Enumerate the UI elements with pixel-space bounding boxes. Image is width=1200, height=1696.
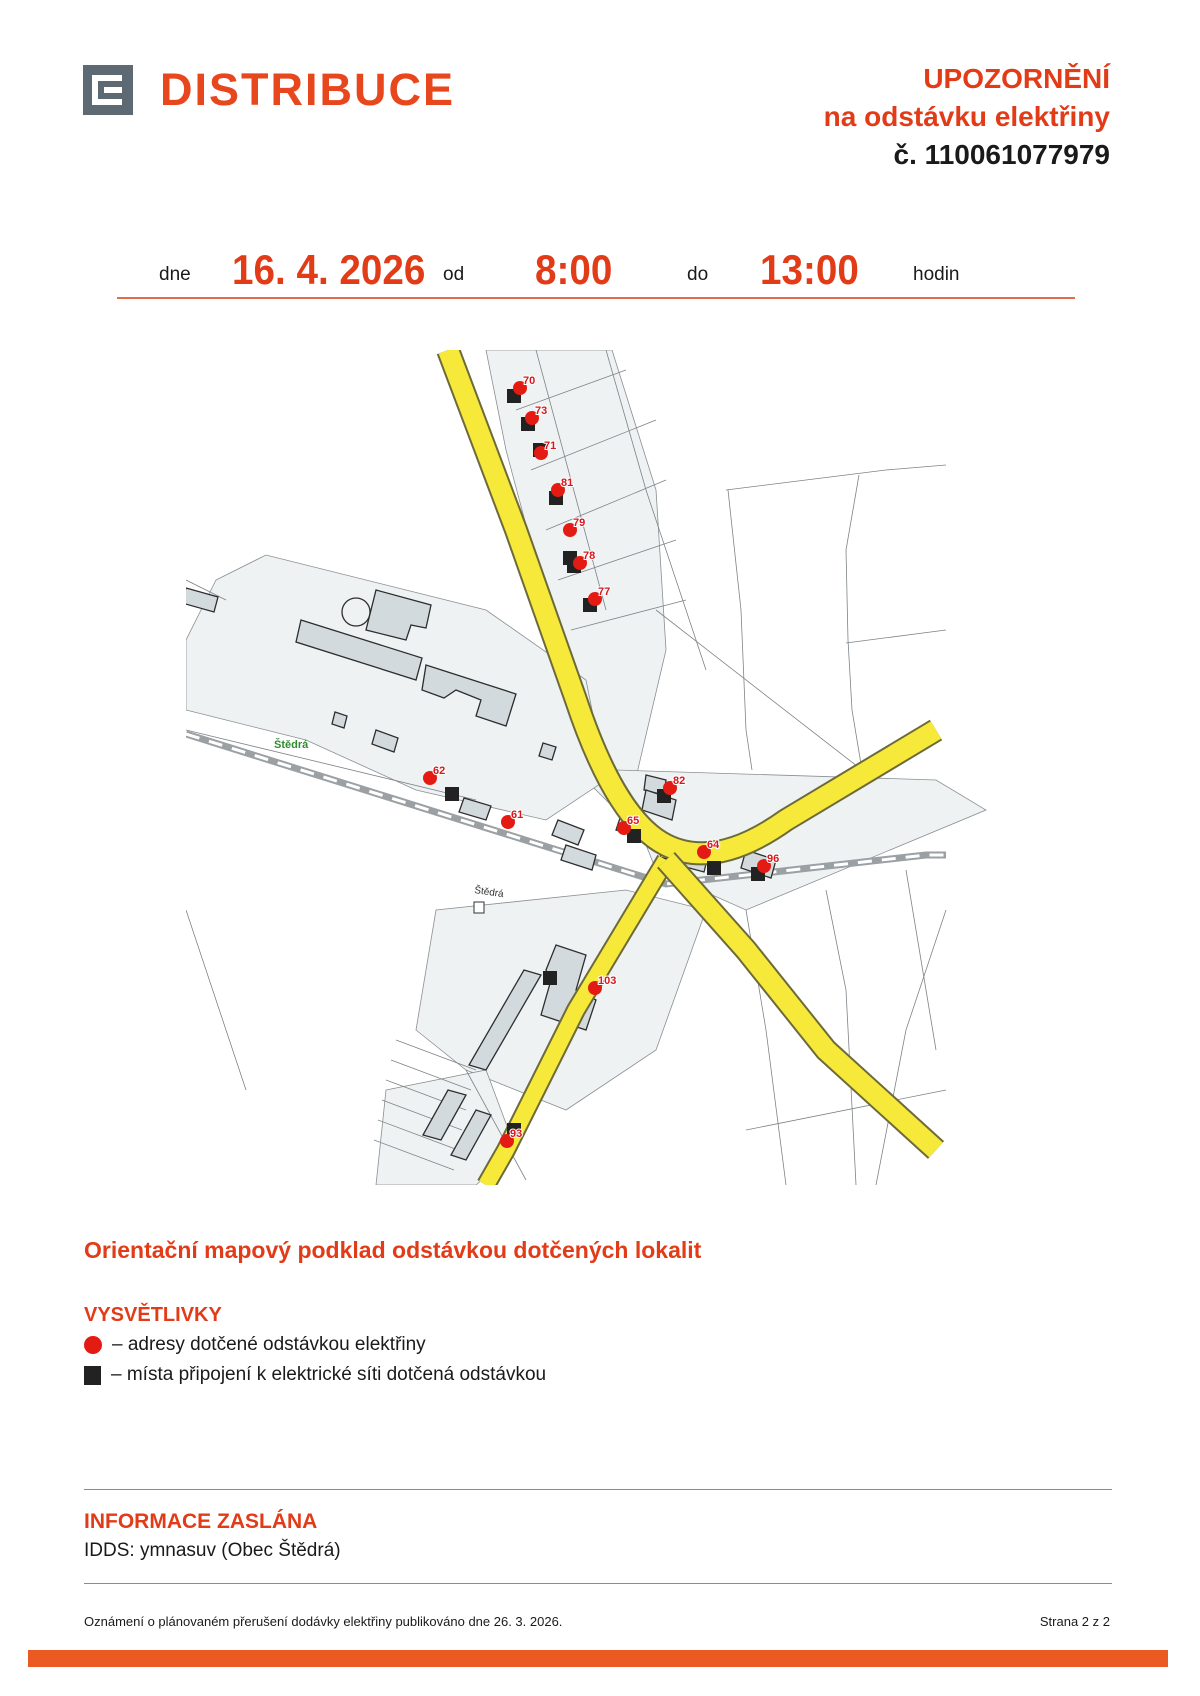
notice-subtitle: na odstávku elektřiny — [823, 101, 1110, 132]
outage-date: 16. 4. 2026 — [232, 246, 426, 293]
brand-name: DISTRIBUCE — [160, 64, 456, 115]
notice-title: UPOZORNĚNÍ — [923, 63, 1110, 94]
time-to: 13:00 — [760, 246, 859, 293]
address-number: 81 — [561, 477, 574, 489]
connection-point-icon — [445, 787, 459, 801]
notice-number: č. 110061077979 — [893, 139, 1110, 170]
address-number: 78 — [583, 550, 596, 562]
address-number: 82 — [673, 775, 686, 787]
cez-logo-icon — [83, 65, 133, 115]
label-to: do — [687, 264, 709, 285]
address-number: 103 — [598, 975, 617, 987]
legend-text: – místa připojení k elektrické síti dotčená odstávkou — [111, 1364, 547, 1385]
connection-point-icon — [707, 861, 721, 875]
label-hours: hodin — [913, 264, 960, 285]
legend-item-connections — [84, 1364, 546, 1386]
address-number: 73 — [535, 405, 548, 417]
red-dot-icon — [84, 1336, 102, 1354]
publication-note: Oznámení o plánovaném přerušení dodávky elektřiny publikováno dne 26. 3. 2026. — [84, 1614, 563, 1629]
footer-bar — [28, 1650, 1168, 1667]
connection-point-icon — [543, 971, 557, 985]
page-number: Strana 2 z 2 — [1039, 1614, 1110, 1629]
address-number: 62 — [433, 765, 446, 777]
address-number: 70 — [523, 375, 536, 387]
address-number: 61 — [511, 809, 524, 821]
address-number: 93 — [510, 1128, 523, 1140]
notice-heading — [824, 60, 1110, 174]
info-recipient: IDDS: ymnasuv (Obec Štědrá) — [84, 1540, 341, 1561]
address-number: 96 — [767, 853, 780, 865]
legend-item-addresses — [84, 1334, 426, 1356]
legend-text: – adresy dotčené odstávkou elektřiny — [112, 1334, 426, 1355]
address-number: 79 — [573, 517, 586, 529]
address-number: 64 — [707, 839, 720, 851]
legend-title: VYSVĚTLIVKY — [84, 1304, 222, 1326]
bus-stop-label: Štědrá — [473, 885, 505, 901]
info-title: INFORMACE ZASLÁNA — [84, 1510, 318, 1533]
bus-stop-icon — [474, 902, 484, 913]
divider — [84, 1489, 1112, 1490]
map-caption: Orientační mapový podklad odstávkou dotčených lokalit — [84, 1237, 702, 1263]
divider — [84, 1583, 1112, 1584]
divider — [117, 297, 1075, 299]
address-number: 65 — [627, 815, 640, 827]
label-day: dne — [159, 264, 191, 285]
address-marker — [501, 809, 523, 829]
outage-schedule — [117, 240, 1075, 296]
black-square-icon — [84, 1366, 101, 1385]
address-number: 71 — [544, 440, 557, 452]
label-from: od — [443, 264, 465, 285]
address-number: 77 — [598, 586, 611, 598]
outage-map — [186, 350, 1016, 1185]
time-from: 8:00 — [535, 246, 613, 293]
place-label: Štědrá — [274, 739, 309, 751]
